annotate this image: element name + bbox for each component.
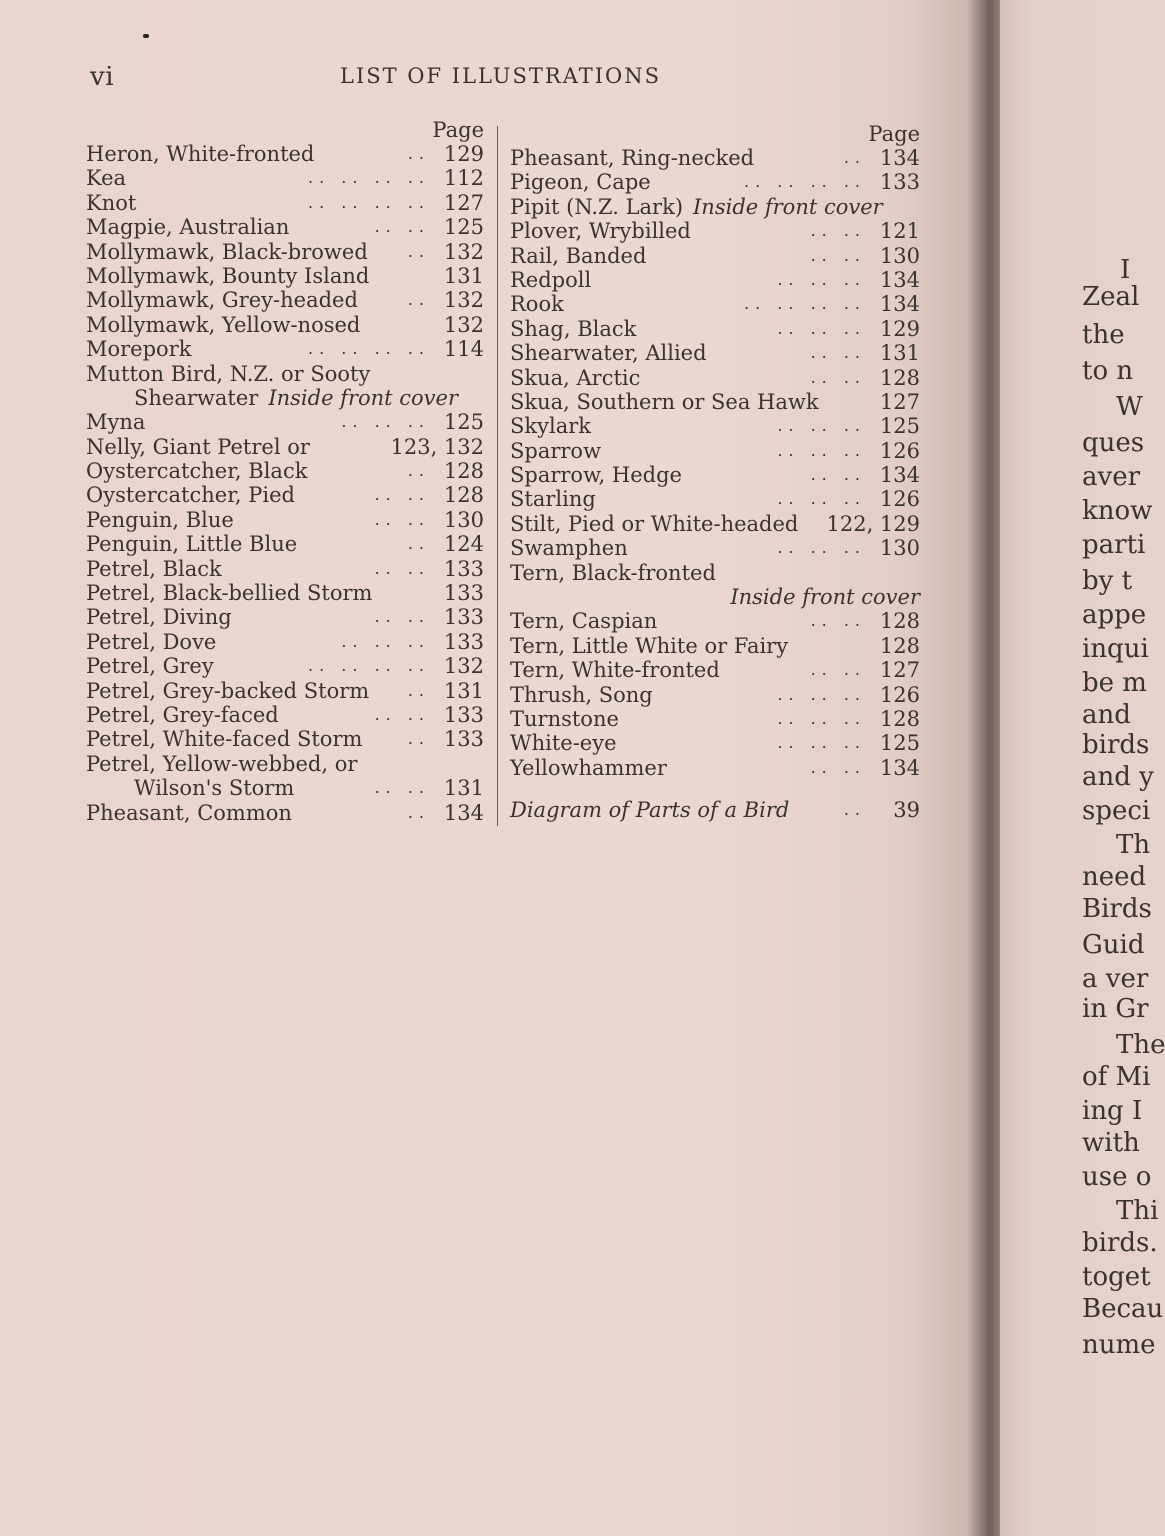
entry-name: Shag, Black: [510, 316, 637, 341]
entry-page: 125: [443, 410, 484, 435]
adjacent-page-fragment: Zeal: [1082, 282, 1140, 312]
right-column: [510, 122, 920, 823]
left-column: [86, 118, 484, 825]
entry-name: Tern, Black-fronted: [510, 560, 716, 585]
leader-dots: [369, 264, 440, 288]
index-entry: [510, 536, 920, 560]
adjacent-page-fragment: a ver: [1082, 964, 1149, 994]
entry-page: 126: [879, 438, 920, 463]
entry-name: Skylark: [510, 414, 591, 439]
index-entry: [86, 386, 484, 410]
entry-name: Diagram of Parts of a Bird: [510, 798, 790, 823]
leader-dots: ..: [407, 144, 430, 163]
adjacent-page-fragment: ques: [1082, 428, 1145, 458]
entry-name: Shearwater: [134, 385, 259, 410]
leader-dots: ..: [407, 729, 430, 749]
entry-page: 133: [443, 605, 484, 630]
entry-name: Magpie, Australian: [86, 215, 290, 240]
entry-name: Rail, Banded: [510, 243, 647, 268]
entry-name: Thrush, Song: [510, 682, 653, 707]
entry-page: 132: [443, 654, 484, 679]
entry-page: 122, 129: [826, 511, 920, 536]
entry-page: 133: [443, 629, 484, 654]
index-entry: [86, 313, 484, 337]
entry-page: 130: [443, 507, 484, 532]
entry-page: 131: [879, 341, 920, 366]
adjacent-page-fragment: The: [1116, 1030, 1165, 1060]
entry-page: [440, 362, 484, 386]
entry-page: 128: [443, 483, 484, 508]
adjacent-page-fragment: and y: [1082, 762, 1154, 792]
leader-dots: [357, 752, 440, 776]
entry-name: Mollymawk, Bounty Island: [86, 263, 370, 288]
index-entry: [86, 703, 484, 727]
index-entry: [510, 390, 920, 414]
entry-page: 128: [443, 459, 484, 484]
entry-name: Sparrow, Hedge: [510, 463, 682, 488]
index-entry: [86, 727, 484, 751]
index-entry: [86, 679, 484, 703]
leader-dots: .. .. ..: [777, 538, 866, 558]
adjacent-page-fragment: Thi: [1116, 1196, 1159, 1226]
leader-dots: .. .. .. ..: [744, 294, 866, 314]
entry-name: Petrel, Grey-backed Storm: [86, 678, 370, 703]
index-entry: [86, 508, 484, 532]
index-entry: [86, 240, 484, 264]
entry-page: 132: [443, 239, 484, 264]
index-entry: [86, 337, 484, 361]
index-entry: [510, 756, 920, 780]
leader-dots: .. ..: [810, 343, 866, 363]
page-heading: Page: [432, 118, 484, 142]
entry-name: Plover, Wrybilled: [510, 219, 691, 244]
index-entry: [510, 609, 920, 633]
entry-name: Petrel, Black-bellied Storm: [86, 581, 373, 606]
entry-page: 125: [879, 731, 920, 756]
adjacent-page-fragment: appe: [1082, 600, 1147, 630]
index-entry: [86, 752, 484, 776]
leader-dots: .. ..: [810, 660, 866, 680]
index-entry: [86, 776, 484, 800]
entry-note: Inside front cover: [693, 194, 883, 219]
entry-page: 112: [443, 166, 484, 191]
entry-page: 129: [879, 316, 920, 341]
leader-dots: [370, 362, 440, 386]
entry-page: 127: [443, 190, 484, 215]
entry-name: Pheasant, Common: [86, 800, 292, 825]
diagram-entry: [510, 798, 920, 822]
leader-dots: .. .. ..: [777, 489, 866, 509]
adjacent-page-fragment: with: [1082, 1128, 1140, 1158]
leader-dots: ..: [843, 800, 866, 820]
entry-name: Redpoll: [510, 267, 592, 292]
adjacent-page-fragment: use o: [1082, 1162, 1152, 1192]
entry-name: Petrel, White-faced Storm: [86, 727, 363, 752]
entry-name: Pigeon, Cape: [510, 170, 651, 195]
leader-dots: .. .. .. ..: [744, 172, 866, 192]
index-entry: [510, 414, 920, 438]
index-entry: [86, 264, 484, 288]
index-entry: [86, 215, 484, 239]
entry-page: 130: [879, 536, 920, 561]
adjacent-page-fragment: birds: [1082, 730, 1150, 760]
entry-page: 134: [879, 146, 920, 170]
leader-dots: [788, 634, 876, 658]
leader-dots: .. ..: [374, 217, 430, 237]
index-entry: [510, 268, 920, 292]
entry-note: Inside front cover: [268, 385, 458, 410]
adjacent-page-fragment: be m: [1082, 668, 1147, 698]
entry-page: 133: [443, 702, 484, 727]
index-entry: [86, 410, 484, 434]
entry-page: 128: [879, 365, 920, 390]
index-entry: [86, 801, 484, 825]
entry-page: 127: [879, 389, 920, 414]
column-rule: [497, 126, 498, 826]
entry-page: 134: [879, 267, 920, 292]
leader-dots: .. ..: [374, 485, 430, 505]
entry-page: 127: [879, 658, 920, 683]
entry-name: Petrel, Yellow-webbed, or: [86, 751, 358, 776]
entry-page: 134: [879, 463, 920, 488]
entry-page: 129: [443, 142, 484, 166]
leader-dots: .. .. ..: [777, 318, 866, 338]
index-entry: [510, 244, 920, 268]
entry-name: Pipit (N.Z. Lark): [510, 194, 684, 219]
adjacent-page-fragment: Birds: [1082, 894, 1152, 924]
entry-name: Myna: [86, 410, 146, 435]
entry-name: Tern, White-fronted: [510, 658, 720, 683]
entry-name: Oystercatcher, Black: [86, 459, 308, 484]
leader-dots: .. ..: [810, 367, 866, 387]
index-entry: [510, 439, 920, 463]
adjacent-page-fragment: know: [1082, 496, 1153, 526]
entry-page: 133: [443, 581, 484, 606]
index-entry: [86, 362, 484, 386]
leader-dots: ..: [407, 290, 430, 310]
leader-dots: .. ..: [374, 558, 430, 578]
leader-dots: ..: [407, 802, 430, 822]
entry-page: 126: [879, 487, 920, 512]
entry-name: Morepork: [86, 337, 192, 362]
entry-page: 123, 132: [390, 434, 484, 459]
index-entry: [510, 658, 920, 682]
leader-dots: [310, 435, 391, 459]
entry-page: 134: [879, 755, 920, 780]
index-entry: [86, 532, 484, 556]
leader-dots: .. .. ..: [777, 440, 866, 460]
entry-name: Heron, White-fronted: [86, 142, 315, 166]
index-entry: [86, 630, 484, 654]
adjacent-page-fragment: birds.: [1082, 1228, 1158, 1258]
adjacent-page-fragment: I: [1120, 255, 1131, 285]
page-heading: Page: [868, 122, 920, 146]
entry-page: 132: [443, 288, 484, 313]
entry-page: 131: [443, 678, 484, 703]
entry-name: Tern, Caspian: [510, 609, 658, 634]
index-entry: [510, 634, 920, 658]
index-entry: [510, 683, 920, 707]
entry-name: Petrel, Grey-faced: [86, 702, 279, 727]
entry-note: Inside front cover: [730, 585, 920, 610]
page-number: vi: [90, 62, 115, 92]
entry-name: Swamphen: [510, 536, 628, 561]
leader-dots: .. .. ..: [777, 684, 866, 704]
index-entry: [510, 487, 920, 511]
index-entry: [86, 191, 484, 215]
entry-name: Oystercatcher, Pied: [86, 483, 295, 508]
entry-name: Sparrow: [510, 438, 602, 463]
entry-name: Turnstone: [510, 706, 619, 731]
entry-page: 128: [879, 633, 920, 658]
index-entry: [510, 512, 920, 536]
entry-page: 126: [879, 682, 920, 707]
leader-dots: .. .. ..: [777, 708, 866, 728]
leader-dots: .. .. .. ..: [308, 339, 430, 359]
leader-dots: .. ..: [810, 611, 866, 631]
adjacent-page-fragment: speci: [1082, 796, 1151, 826]
adjacent-page-fragment: in Gr: [1082, 994, 1149, 1024]
entry-name: Stilt, Pied or White-headed: [510, 511, 799, 536]
entry-page: 125: [443, 215, 484, 240]
entry-name: White-eye: [510, 731, 617, 756]
index-entry: [86, 166, 484, 190]
index-entry: [510, 731, 920, 755]
adjacent-page-fragment: and: [1082, 700, 1131, 730]
leader-dots: .. .. ..: [777, 269, 866, 289]
entry-page: 125: [879, 414, 920, 439]
leader-dots: .. ..: [810, 221, 866, 241]
adjacent-page-fragment: aver: [1082, 462, 1141, 492]
entry-name: Petrel, Diving: [86, 605, 232, 630]
leader-dots: [798, 512, 826, 536]
entry-name: Rook: [510, 292, 564, 317]
entry-page: 131: [443, 776, 484, 801]
index-entry: [86, 142, 484, 166]
entry-name: Petrel, Dove: [86, 629, 217, 654]
leader-dots: .. .. ..: [777, 733, 866, 753]
adjacent-page-fragment: inqui: [1082, 634, 1149, 664]
entry-page: 133: [879, 170, 920, 195]
leader-dots: ..: [407, 241, 430, 261]
adjacent-page-fragment: Th: [1116, 830, 1151, 860]
entry-name: Tern, Little White or Fairy: [510, 633, 789, 658]
leader-dots: ..: [407, 534, 430, 554]
leader-dots: [360, 313, 440, 337]
adjacent-page-fragment: nume: [1082, 1330, 1156, 1360]
leader-dots: .. ..: [374, 778, 430, 798]
entry-name: Skua, Southern or Sea Hawk: [510, 389, 819, 414]
index-entry: [510, 219, 920, 243]
index-entry: [86, 654, 484, 678]
index-entry: [510, 195, 920, 219]
leader-dots: [819, 390, 876, 414]
entry-page: [440, 752, 484, 776]
entry-name: Mollymawk, Yellow-nosed: [86, 312, 361, 337]
leader-dots: .. .. ..: [341, 412, 430, 432]
adjacent-page-fragment: to n: [1082, 356, 1134, 386]
index-entry: [510, 170, 920, 194]
entry-page: 121: [879, 219, 920, 244]
leader-dots: ..: [407, 461, 430, 481]
entry-name: Petrel, Black: [86, 556, 222, 581]
entry-name: Starling: [510, 487, 596, 512]
adjacent-page-fragment: Guid: [1082, 930, 1145, 960]
entry-page: 128: [879, 609, 920, 634]
index-entry: [510, 561, 920, 585]
entry-name: Mollymawk, Black-browed: [86, 239, 368, 264]
leader-dots: ..: [843, 148, 866, 167]
entry-page: 133: [443, 727, 484, 752]
index-entry: [510, 146, 920, 170]
leader-dots: .. ..: [810, 757, 866, 777]
leader-dots: .. .. ..: [341, 631, 430, 651]
leader-dots: .. ..: [810, 465, 866, 485]
entry-name: Penguin, Little Blue: [86, 532, 298, 557]
entry-page: 124: [443, 532, 484, 557]
entry-name: Kea: [86, 166, 127, 191]
entry-name: Pheasant, Ring-necked: [510, 146, 755, 170]
adjacent-page-fragment: of Mi: [1082, 1062, 1151, 1092]
index-entry: [510, 366, 920, 390]
leader-dots: .. ..: [374, 509, 430, 529]
entry-name: Nelly, Giant Petrel or: [86, 434, 310, 459]
adjacent-page-fragment: by t: [1082, 566, 1133, 596]
index-entry: [510, 317, 920, 341]
entry-name: Shearwater, Allied: [510, 341, 707, 366]
adjacent-page-fragment: W: [1116, 392, 1143, 422]
entry-page: 133: [443, 556, 484, 581]
entry-page: 131: [443, 263, 484, 288]
index-entry: [86, 435, 484, 459]
entry-name: Yellowhammer: [510, 755, 667, 780]
leader-dots: .. ..: [374, 607, 430, 627]
index-entry: [86, 557, 484, 581]
index-entry: [86, 288, 484, 312]
entry-page: [876, 561, 920, 585]
running-head: LIST OF ILLUSTRATIONS: [340, 64, 662, 88]
entry-name: Wilson's Storm: [134, 776, 295, 801]
adjacent-page-fragment: toget: [1082, 1262, 1151, 1292]
index-entry: [510, 292, 920, 316]
entry-page: 132: [443, 312, 484, 337]
adjacent-page-fragment: Becau: [1082, 1294, 1164, 1324]
leader-dots: .. .. .. ..: [308, 168, 430, 188]
index-entry: [510, 341, 920, 365]
entry-name: Petrel, Grey: [86, 654, 214, 679]
index-entry: [510, 585, 920, 609]
leader-dots: .. ..: [810, 245, 866, 265]
leader-dots: [716, 561, 876, 585]
ink-speck: [143, 34, 149, 38]
entry-page: 134: [879, 292, 920, 317]
leader-dots: .. .. .. ..: [308, 656, 430, 676]
index-entry: [86, 581, 484, 605]
entry-page: 39: [893, 798, 920, 823]
index-entry: [86, 605, 484, 629]
leader-dots: .. ..: [374, 704, 430, 724]
entry-name: Skua, Arctic: [510, 365, 641, 390]
index-entry: [86, 483, 484, 507]
adjacent-page-fragment: need: [1082, 862, 1147, 892]
leader-dots: [372, 581, 440, 605]
entry-page: 134: [443, 800, 484, 825]
leader-dots: ..: [407, 680, 430, 700]
leader-dots: .. .. ..: [777, 416, 866, 436]
adjacent-page-fragment: the: [1082, 320, 1125, 350]
entry-page: 130: [879, 243, 920, 268]
entry-name: Mutton Bird, N.Z. or Sooty: [86, 361, 371, 386]
entry-name: Knot: [86, 190, 137, 215]
entry-page: 114: [443, 337, 484, 362]
adjacent-page-fragment: parti: [1082, 530, 1146, 560]
entry-name: Mollymawk, Grey-headed: [86, 288, 358, 313]
entry-name: Penguin, Blue: [86, 507, 234, 532]
adjacent-page-fragment: ing I: [1082, 1096, 1143, 1126]
index-entry: [510, 707, 920, 731]
index-entry: [510, 463, 920, 487]
index-entry: [86, 459, 484, 483]
leader-dots: .. .. .. ..: [308, 192, 430, 212]
entry-page: 128: [879, 706, 920, 731]
